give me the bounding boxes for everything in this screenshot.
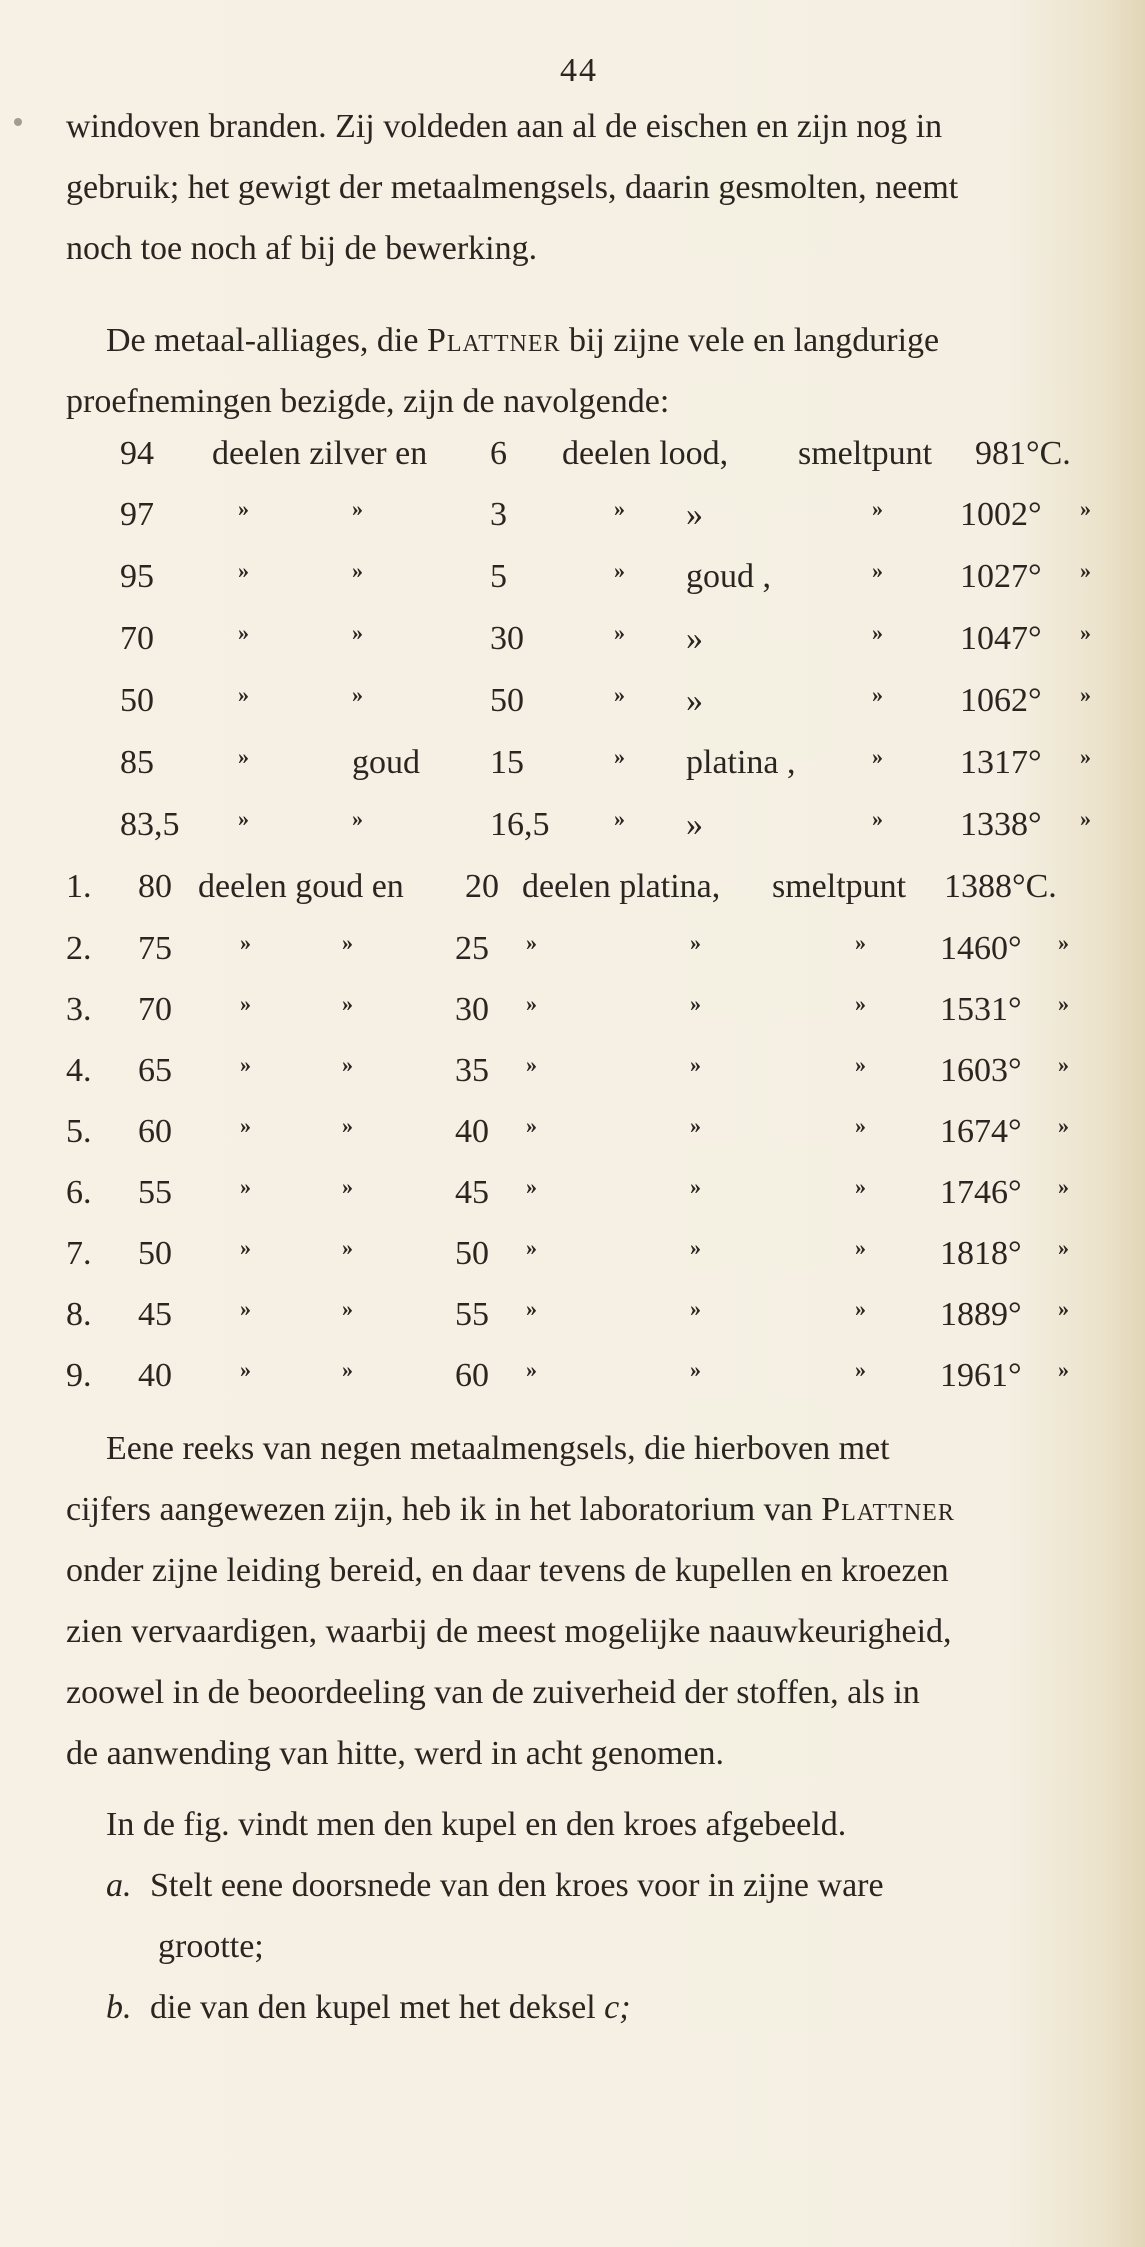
cell-parts-2: 50 <box>455 1235 489 1272</box>
cell-ditto: » <box>872 806 883 831</box>
cell-ditto: » <box>614 744 625 769</box>
cell-ditto: » <box>240 1357 251 1382</box>
cell-number: 1. <box>66 868 92 905</box>
table-row <box>0 1174 1145 1234</box>
cell-temperature: 1961° <box>940 1357 1022 1394</box>
cell-number: 2. <box>66 930 92 967</box>
list-label-a: a. <box>106 1867 132 1904</box>
figure-paragraph <box>66 1794 1096 1855</box>
cell-temperature: 1002° <box>960 496 1042 533</box>
cell-ditto: » <box>240 991 251 1016</box>
cell-ditto: » <box>1058 1113 1069 1138</box>
table-row <box>0 682 1145 742</box>
cell-ditto: » <box>240 930 251 955</box>
cell-number: 5. <box>66 1113 92 1150</box>
table-row <box>0 1235 1145 1295</box>
intro-line-2: gebruik; het gewigt der metaalmengsels, daarin gesmolten, neemt <box>66 169 959 206</box>
cell-ditto: » <box>614 806 625 831</box>
cell-ditto: » <box>1080 682 1091 707</box>
cell-ditto: » <box>1058 991 1069 1016</box>
cell-parts: 94 <box>120 435 154 472</box>
cell-parts: 65 <box>138 1052 172 1089</box>
table-row <box>0 620 1145 680</box>
cell-metal: » <box>352 806 363 831</box>
table-row <box>0 1113 1145 1173</box>
cell-label: smeltpunt <box>772 868 907 905</box>
cell-parts-2: 5 <box>490 558 507 595</box>
cell-temperature: 1388°C. <box>944 868 1057 905</box>
cell-ditto: » <box>1080 620 1091 645</box>
cell-parts: 50 <box>138 1235 172 1272</box>
alloys-text-before: De metaal-alliages, die <box>106 322 427 359</box>
cell-ditto: » <box>526 1235 537 1260</box>
list-item-a <box>106 1855 884 1916</box>
cell-ditto: » <box>614 682 625 707</box>
cell-ditto: » <box>342 1296 353 1321</box>
cell-ditto: » <box>238 744 249 769</box>
table-row <box>0 558 1145 618</box>
cell-ditto: » <box>690 1113 701 1138</box>
cell-temperature: 1027° <box>960 558 1042 595</box>
cell-temperature: 1889° <box>940 1296 1022 1333</box>
plattner-name: Plattner <box>426 322 561 359</box>
cell-parts: 75 <box>138 930 172 967</box>
cell-ditto: » <box>526 930 537 955</box>
cell-parts: 97 <box>120 496 154 533</box>
cell-number: 6. <box>66 1174 92 1211</box>
cell-temperature: 1603° <box>940 1052 1022 1089</box>
cell-parts-2: 50 <box>490 682 524 719</box>
cell-parts: 45 <box>138 1296 172 1333</box>
cell-ditto: » <box>342 991 353 1016</box>
cell-parts: 55 <box>138 1174 172 1211</box>
cell-number: 8. <box>66 1296 92 1333</box>
cell-ditto: » <box>238 806 249 831</box>
list-item-b <box>106 1977 631 2038</box>
cell-ditto: » <box>240 1235 251 1260</box>
cell-parts-2: 30 <box>455 991 489 1028</box>
cell-metal-2: goud , <box>686 558 771 595</box>
cell-ditto: » <box>690 1174 701 1199</box>
cell-ditto: » <box>526 1357 537 1382</box>
cell-ditto: » <box>240 1174 251 1199</box>
cell-parts-2: 55 <box>455 1296 489 1333</box>
cell-ditto: » <box>1080 806 1091 831</box>
cell-parts-2: 30 <box>490 620 524 657</box>
alloys-paragraph <box>66 310 1096 432</box>
cell-temperature: 1338° <box>960 806 1042 843</box>
intro-paragraph <box>66 96 1096 279</box>
cell-ditto: » <box>614 558 625 583</box>
cell-ditto: » <box>690 1052 701 1077</box>
cell-ditto: » <box>238 496 249 521</box>
table-row <box>0 1052 1145 1112</box>
list-a-line-2: grootte; <box>158 1928 264 1965</box>
cell-ditto: » <box>872 558 883 583</box>
cell-ditto: » <box>1080 496 1091 521</box>
table-row <box>0 868 1145 928</box>
cell-number: 4. <box>66 1052 92 1089</box>
cell-temperature: 1746° <box>940 1174 1022 1211</box>
cell-metal: goud <box>352 744 420 781</box>
lab-line-1: Eene reeks van negen metaalmengsels, die hierboven met <box>106 1430 890 1467</box>
cell-ditto: » <box>526 1052 537 1077</box>
cell-ditto: » <box>855 1296 866 1321</box>
cell-ditto: » <box>238 682 249 707</box>
list-a-line-1: Stelt eene doorsnede van den kroes voor in zijne ware <box>150 1867 884 1904</box>
cell-parts: 95 <box>120 558 154 595</box>
cell-parts: 80 <box>138 868 172 905</box>
cell-label: smeltpunt <box>798 435 933 472</box>
cell-parts-2: 16,5 <box>490 806 550 843</box>
cell-parts: 85 <box>120 744 154 781</box>
cell-ditto: » <box>872 682 883 707</box>
cell-number: 3. <box>66 991 92 1028</box>
cell-ditto: » <box>1058 1052 1069 1077</box>
cell-ditto: » <box>690 1235 701 1260</box>
cell-ditto: » <box>526 991 537 1016</box>
cell-ditto: » <box>855 1113 866 1138</box>
cell-number: 9. <box>66 1357 92 1394</box>
list-b-line-1: die van den kupel met het deksel <box>150 1989 596 2026</box>
cell-ditto: » <box>238 558 249 583</box>
table-row <box>0 496 1145 556</box>
lab-line-3: onder zijne leiding bereid, en daar tevens de kupellen en kroezen <box>66 1552 949 1589</box>
list-b-tail: c; <box>604 1989 631 2026</box>
cell-number: 7. <box>66 1235 92 1272</box>
cell-temperature: 1460° <box>940 930 1022 967</box>
cell-ditto: » <box>690 1357 701 1382</box>
cell-temperature: 1062° <box>960 682 1042 719</box>
cell-temperature: 1047° <box>960 620 1042 657</box>
lab-line-5: zoowel in de beoordeeling van de zuiverheid der stoffen, als in <box>66 1674 920 1711</box>
table-row <box>0 1357 1145 1417</box>
cell-metal: » <box>352 620 363 645</box>
cell-ditto: » <box>690 991 701 1016</box>
figure-line: In de fig. vindt men den kupel en den kroes afgebeeld. <box>106 1806 847 1843</box>
cell-ditto: » <box>1058 1174 1069 1199</box>
cell-ditto: » <box>1080 744 1091 769</box>
cell-ditto: » <box>855 930 866 955</box>
table-row <box>0 806 1145 866</box>
cell-ditto: » <box>614 496 625 521</box>
cell-metal-2: » <box>686 682 703 719</box>
cell-metal: » <box>352 558 363 583</box>
table-row <box>0 435 1145 495</box>
table-row <box>0 930 1145 990</box>
cell-ditto: » <box>1058 1235 1069 1260</box>
cell-parts-2: 3 <box>490 496 507 533</box>
cell-parts-2: 20 <box>465 868 499 905</box>
cell-metal-2: deelen platina, <box>522 868 721 905</box>
cell-metal-2: » <box>686 496 703 533</box>
cell-ditto: » <box>872 744 883 769</box>
cell-ditto: » <box>342 1113 353 1138</box>
cell-parts-2: 40 <box>455 1113 489 1150</box>
cell-ditto: » <box>690 1296 701 1321</box>
cell-metal-2: » <box>686 806 703 843</box>
cell-parts: 50 <box>120 682 154 719</box>
cell-parts-2: 25 <box>455 930 489 967</box>
ink-mark <box>14 118 22 126</box>
cell-parts-2: 6 <box>490 435 507 472</box>
lab-line-4: zien vervaardigen, waarbij de meest mogelijke naauwkeurigheid, <box>66 1613 952 1650</box>
intro-line-3: noch toe noch af bij de bewerking. <box>66 230 538 267</box>
cell-ditto: » <box>240 1296 251 1321</box>
cell-parts: 70 <box>120 620 154 657</box>
table-row <box>0 744 1145 804</box>
cell-ditto: » <box>855 1174 866 1199</box>
cell-metal: » <box>352 496 363 521</box>
list-label-b: b. <box>106 1989 132 2026</box>
cell-metal-2: deelen lood, <box>562 435 729 472</box>
cell-ditto: » <box>1080 558 1091 583</box>
cell-ditto: » <box>526 1296 537 1321</box>
cell-parts-2: 60 <box>455 1357 489 1394</box>
cell-ditto: » <box>690 930 701 955</box>
cell-ditto: » <box>238 620 249 645</box>
cell-temperature: 1674° <box>940 1113 1022 1150</box>
cell-parts: 40 <box>138 1357 172 1394</box>
cell-parts-2: 45 <box>455 1174 489 1211</box>
page-number: 44 <box>560 52 598 89</box>
cell-ditto: » <box>855 1357 866 1382</box>
cell-parts: 60 <box>138 1113 172 1150</box>
list-item-a-cont <box>158 1916 264 1977</box>
intro-line-1: windoven branden. Zij voldeden aan al de eischen en zijn nog in <box>66 108 943 145</box>
plattner-name: Plattner <box>821 1491 955 1528</box>
cell-ditto: » <box>526 1174 537 1199</box>
cell-ditto: » <box>240 1113 251 1138</box>
table-row <box>0 991 1145 1051</box>
table-row <box>0 1296 1145 1356</box>
cell-ditto: » <box>872 620 883 645</box>
cell-ditto: » <box>240 1052 251 1077</box>
cell-ditto: » <box>1058 1357 1069 1382</box>
cell-ditto: » <box>1058 930 1069 955</box>
cell-ditto: » <box>855 991 866 1016</box>
cell-ditto: » <box>855 1052 866 1077</box>
cell-ditto: » <box>342 1235 353 1260</box>
lab-line-2: cijfers aangewezen zijn, heb ik in het laboratorium van <box>66 1491 822 1528</box>
cell-metal-2: » <box>686 620 703 657</box>
cell-ditto: » <box>342 1052 353 1077</box>
cell-ditto: » <box>855 1235 866 1260</box>
cell-ditto: » <box>526 1113 537 1138</box>
cell-parts: 83,5 <box>120 806 180 843</box>
cell-metal-2: platina , <box>686 744 796 781</box>
cell-ditto: » <box>1058 1296 1069 1321</box>
cell-ditto: » <box>872 496 883 521</box>
cell-metal: deelen zilver en <box>212 435 428 472</box>
cell-ditto: » <box>342 1174 353 1199</box>
cell-parts: 70 <box>138 991 172 1028</box>
cell-metal: » <box>352 682 363 707</box>
cell-temperature: 1818° <box>940 1235 1022 1272</box>
cell-ditto: » <box>614 620 625 645</box>
cell-ditto: » <box>342 1357 353 1382</box>
cell-temperature: 1317° <box>960 744 1042 781</box>
cell-temperature: 1531° <box>940 991 1022 1028</box>
cell-temperature: 981°C. <box>975 435 1071 472</box>
cell-metal: deelen goud en <box>198 868 404 905</box>
cell-ditto: » <box>342 930 353 955</box>
laboratory-paragraph <box>66 1418 1096 1784</box>
lab-line-6: de aanwending van hitte, werd in acht genomen. <box>66 1735 725 1772</box>
alloys-text-after: bij zijne vele en langdurige <box>560 322 940 359</box>
cell-parts-2: 35 <box>455 1052 489 1089</box>
alloys-line-2: proefnemingen bezigde, zijn de navolgende: <box>66 383 670 420</box>
cell-parts-2: 15 <box>490 744 524 781</box>
